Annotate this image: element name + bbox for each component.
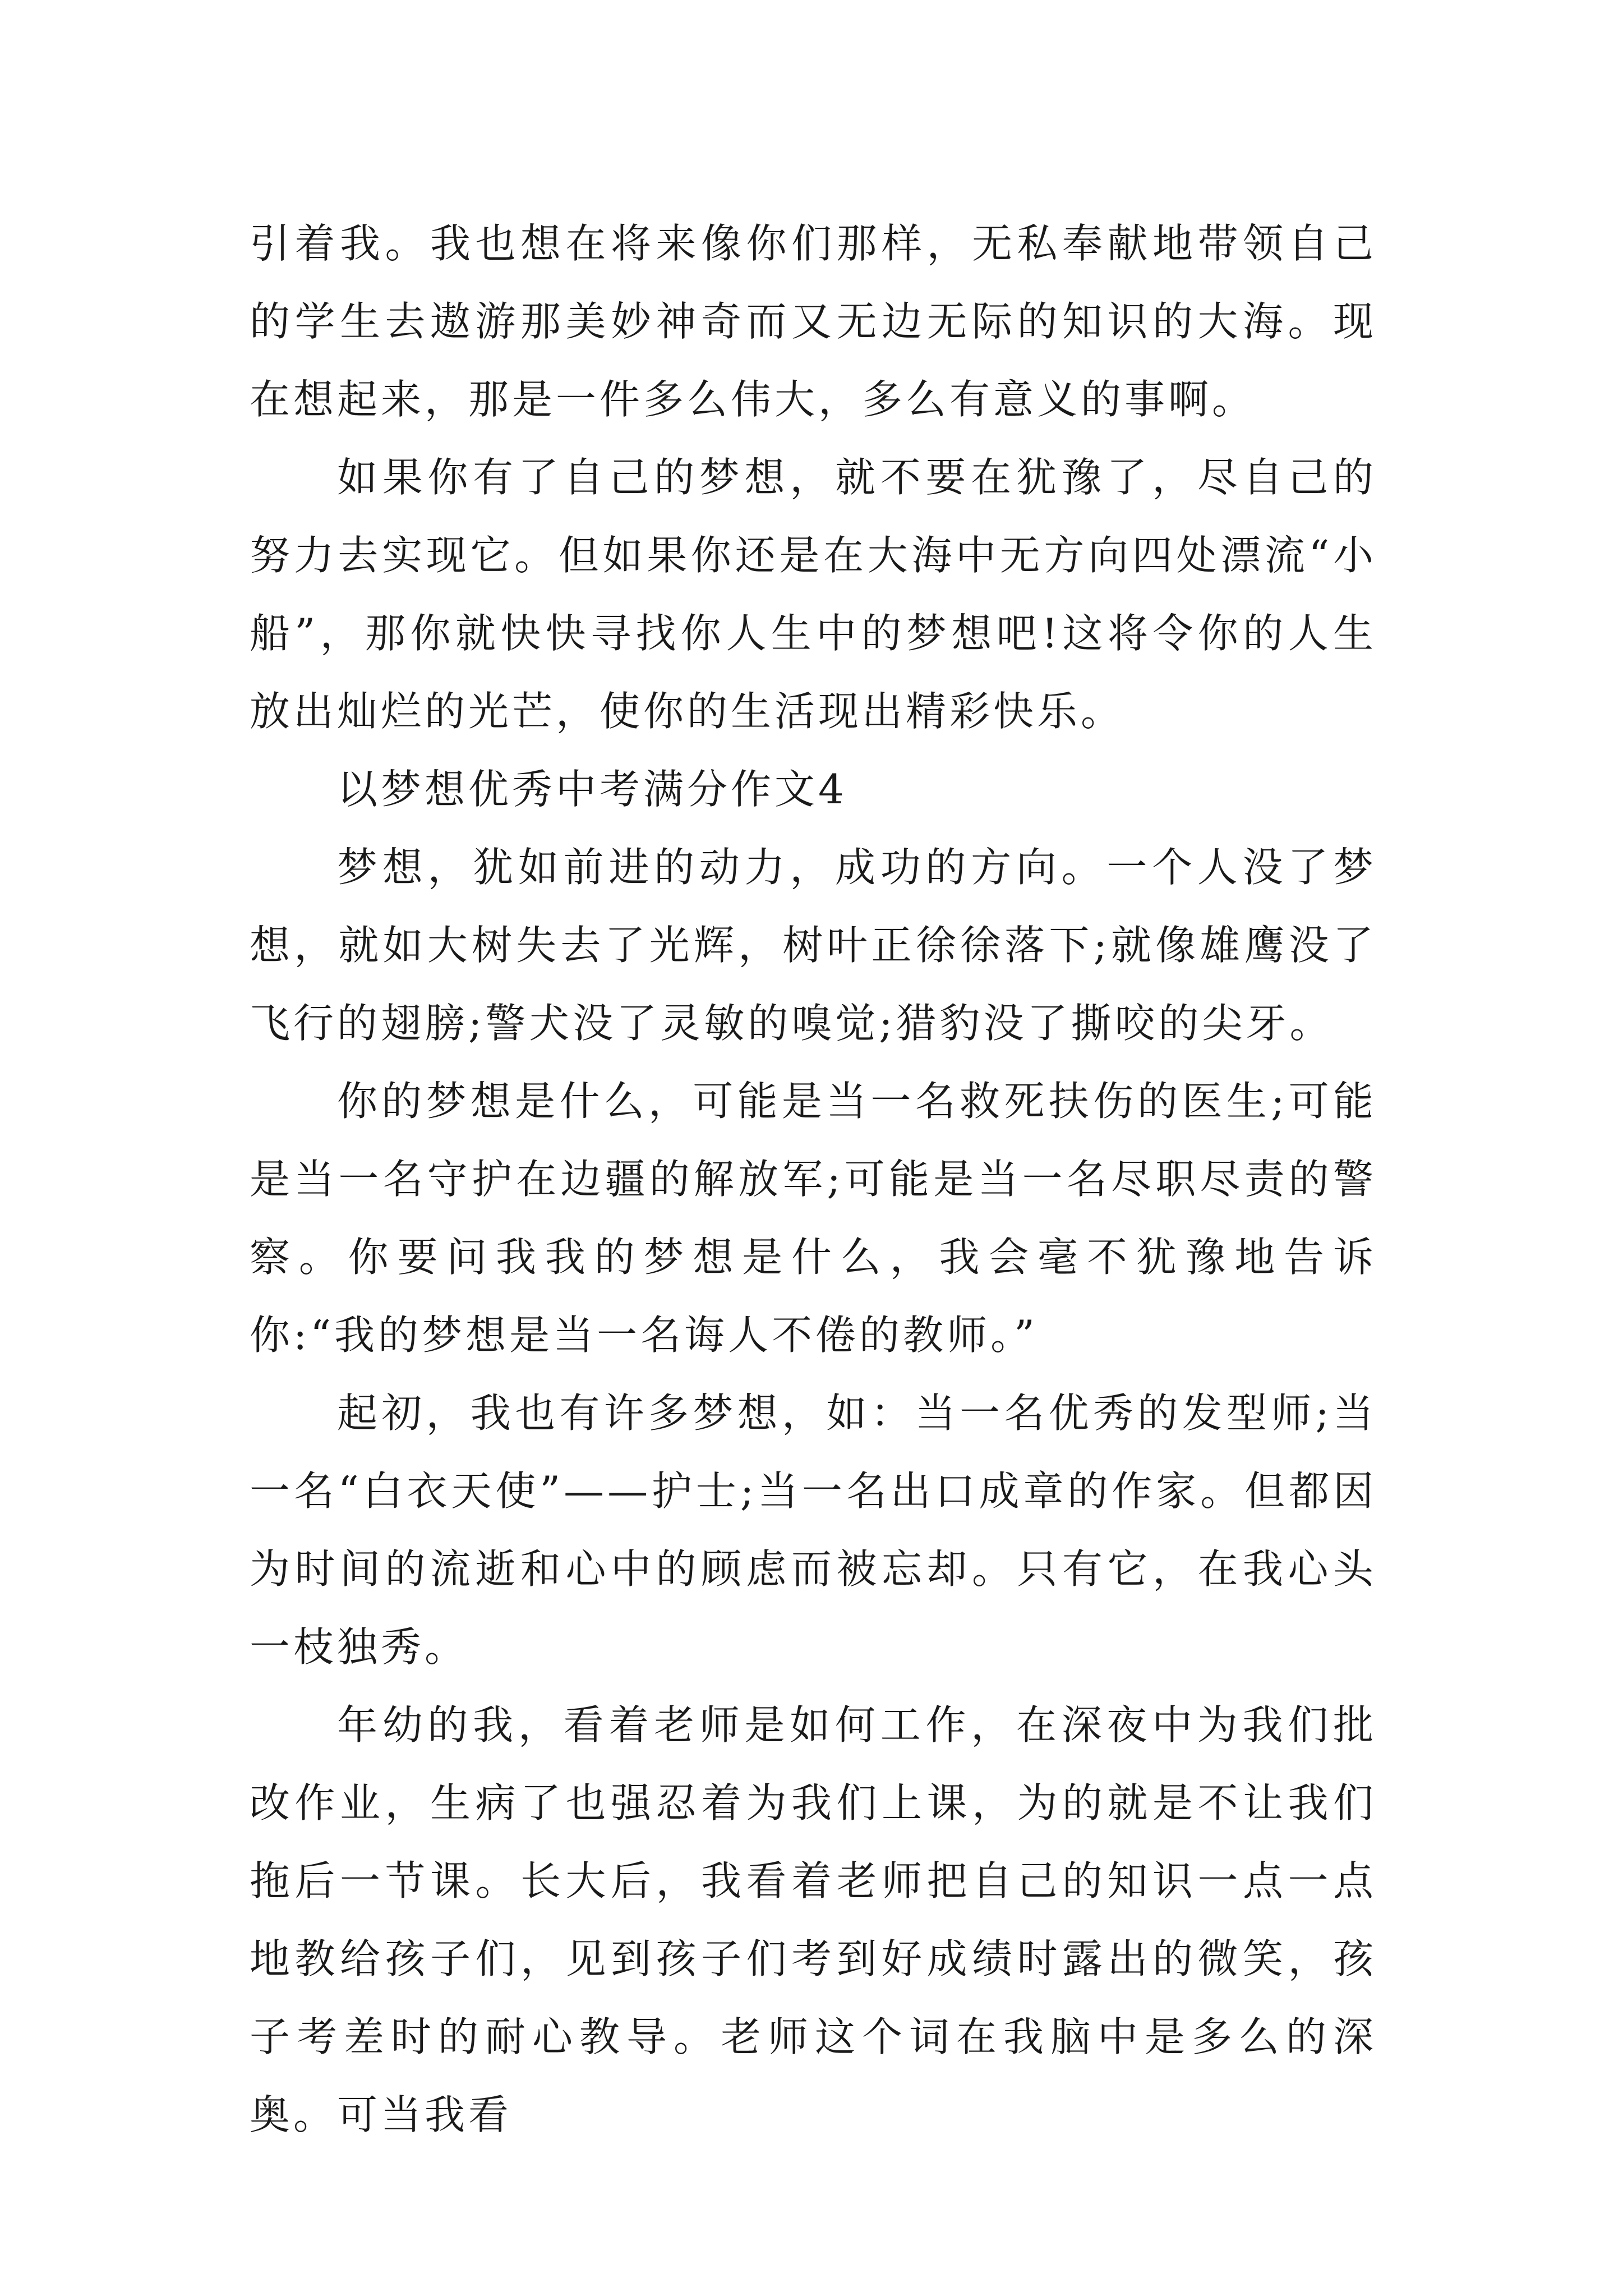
- paragraph-continuation: 引着我。我也想在将来像你们那样，无私奉献地带领自己的学生去遨游那美妙神奇而又无边无际的知识的大海。现在想起来，那是一件多么伟大，多么有意义的事啊。: [250, 220, 1377, 423]
- essay-title: 以梦想优秀中考满分作文4: [337, 766, 847, 813]
- paragraph-early-dreams: 起初，我也有许多梦想，如：当一名优秀的发型师;当一名“白衣天使”——护士;当一名出口成章的作家。但都因为时间的流逝和心中的顾虑而被忘却。只有它，在我心头一枝独秀。: [250, 1389, 1377, 1671]
- paragraph-dream-power: 梦想，犹如前进的动力，成功的方向。一个人没了梦想，就如大树失去了光辉，树叶正徐徐落下;就像雄鹰没了飞行的翅膀;警犬没了灵敏的嗅觉;猎豹没了撕咬的尖牙。: [250, 844, 1377, 1047]
- paragraph-what-is-dream: 你的梦想是什么，可能是当一名救死扶伤的医生;可能是当一名守护在边疆的解放军;可能是当一名尽职尽责的警察。你要问我我的梦想是什么，我会毫不犹豫地告诉你:“我的梦想是当一名诲人不倦的教师。”: [250, 1078, 1377, 1359]
- paragraph-dream-advice: 如果你有了自己的梦想，就不要在犹豫了，尽自己的努力去实现它。但如果你还是在大海中无方向四处漂流“小船”，那你就快快寻找你人生中的梦想吧!这将令你的人生放出灿烂的光芒，使你的生活现出精彩快乐。: [250, 454, 1377, 735]
- paragraph-teacher-memories: 年幼的我，看着老师是如何工作，在深夜中为我们批改作业，生病了也强忍着为我们上课，为的就是不让我们拖后一节课。长大后，我看着老师把自己的知识一点一点地教给孩子们，见到孩子们考到好成绩时露出的微笑，孩子考差时的耐心教导。老师这个词在我脑中是多么的深奥。可当我看: [250, 1701, 1377, 2138]
- essay-body: [250, 205, 1377, 2154]
